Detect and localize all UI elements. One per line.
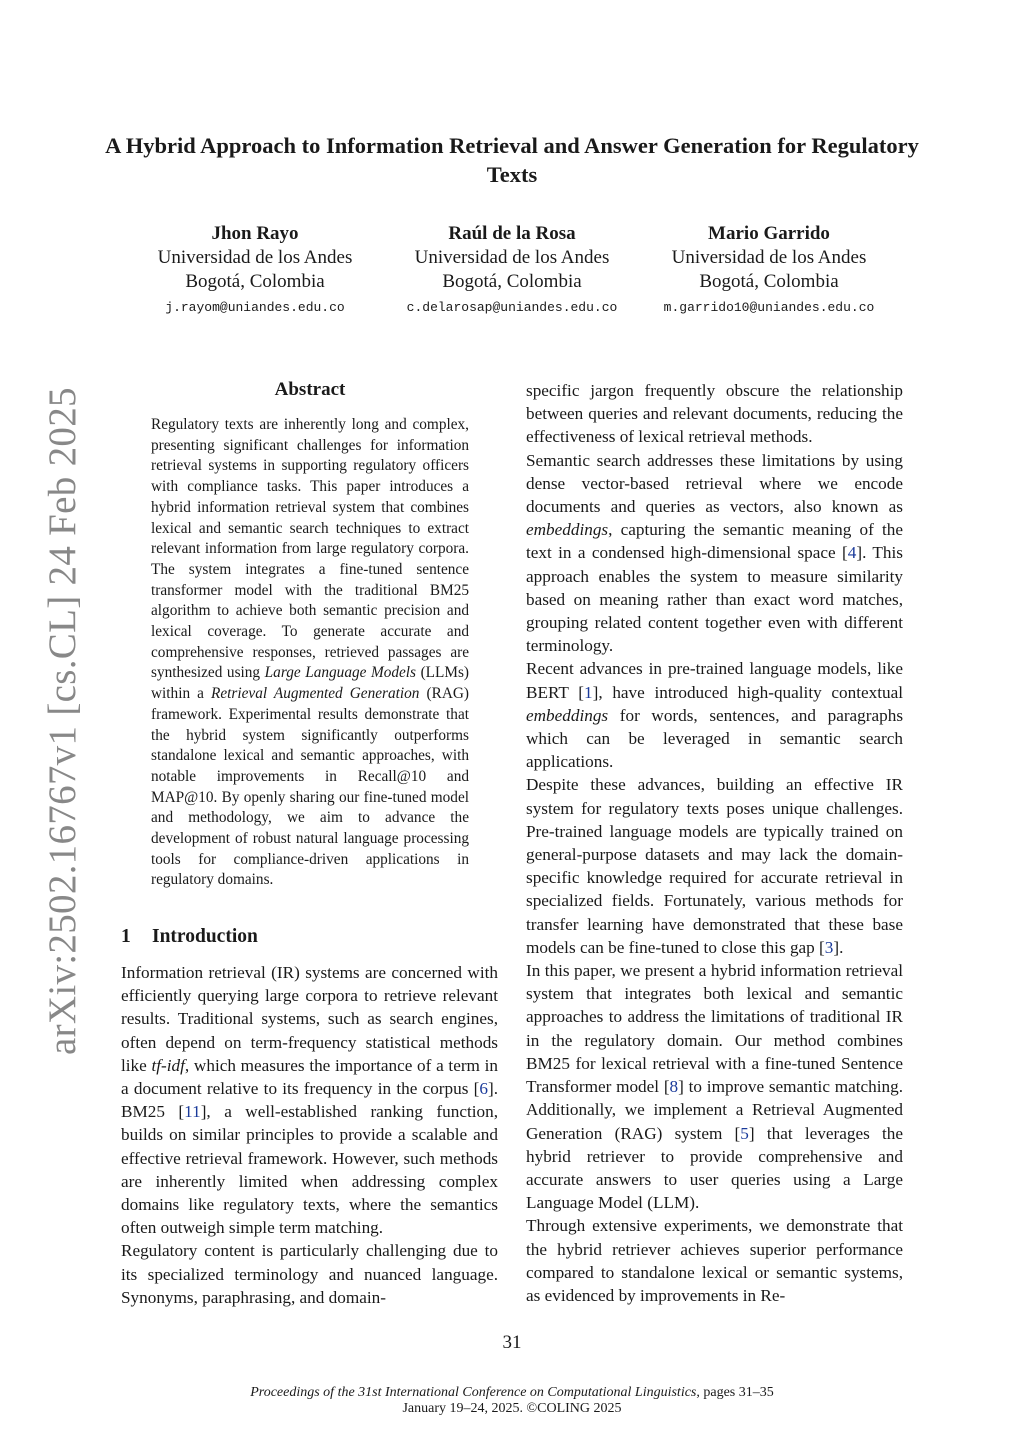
intro-paragraph-3 — [526, 449, 903, 658]
author-affiliation: Universidad de los Andes — [414, 247, 610, 268]
author-name: Raúl de la Rosa — [448, 223, 576, 244]
text-run: ], have introduced high-quality contextual — [592, 682, 903, 702]
footer-proceedings-title: Proceedings of the 31st International Conference on Computational Linguistics — [250, 1385, 697, 1400]
text-run: ] that leverages the hybrid retriever to provide comprehensive and accurate answers to user queries using a Large Language Model (LLM). — [526, 1123, 904, 1213]
term-tfidf: tf-idf — [151, 1055, 185, 1075]
text-run: , which measures the importance of a term in a document relative to its frequency in the corpus [ — [121, 1055, 498, 1099]
citation-link[interactable]: 4 — [847, 543, 857, 563]
footer-dates: January 19–24, 2025. ©COLING 2025 — [402, 1401, 622, 1416]
citation-link[interactable]: 8 — [669, 1077, 679, 1097]
abstract-text — [151, 415, 469, 891]
text-run: ]. BM25 [ — [121, 1079, 498, 1122]
author-email[interactable]: m.garrido10@uniandes.edu.co — [663, 300, 875, 315]
abstract-sentence: (RAG) framework. Experimental results demonstrate that the hybrid system significantly outperforms standalone lexical and semantic approaches, with notable improvements in Recall@10 and MAP@10. By openly sharing our fine-tuned model and methodology, we aim to advance the development of robust natural language processing tools for compliance-driven applications in regulatory domains. — [151, 685, 470, 889]
abstract-term-rag: Retrieval Augmented Generation — [211, 685, 420, 703]
author-affiliation: Universidad de los Andes — [671, 247, 867, 268]
text-run: ], a well-established ranking function, builds on similar principles to provide a scalable and effective retrieval framework. However, such methods are inherently limited when addressing complex domains like regulatory texts, where the semantics often outweigh simple term matching. — [121, 1102, 498, 1238]
term-embeddings: embeddings — [526, 520, 609, 540]
author-affiliation: Universidad de los Andes — [157, 247, 353, 268]
section-title: Introduction — [152, 926, 258, 947]
citation-link[interactable]: 5 — [740, 1123, 749, 1143]
right-column-body — [526, 379, 903, 1307]
author-location: Bogotá, Colombia — [699, 271, 839, 292]
term-embeddings: embeddings — [526, 705, 609, 725]
author-block — [125, 222, 385, 316]
section-heading-introduction — [121, 925, 501, 949]
author-location: Bogotá, Colombia — [185, 271, 325, 292]
citation-link[interactable]: 1 — [584, 682, 593, 702]
text-run: In this paper, we present a hybrid information retrieval system that integrates both lexical and semantic approaches to address the limitations of traditional IR in the regulatory domain. Our method combines BM25 for lexical retrieval with a fine-tuned Sentence Transformer model [ — [526, 961, 903, 1097]
page-number: 31 — [502, 1332, 522, 1353]
text-run: , capturing the semantic meaning of the text in a condensed high-dimensional space [ — [526, 520, 903, 563]
intro-paragraph-2: Regulatory content is particularly challenging due to its specialized terminology and nuanced language. Synonyms, paraphrasing, and domain- — [121, 1241, 498, 1307]
author-email[interactable]: c.delarosap@uniandes.edu.co — [406, 300, 618, 315]
author-block — [382, 222, 642, 316]
text-run: ] to improve semantic matching. Additionally, we implement a Retrieval Augmented Generation (RAG) system [ — [526, 1077, 903, 1143]
text-run: Recent advances in pre-trained language models, like BERT [ — [526, 659, 903, 702]
intro-paragraph-1 — [121, 961, 498, 1239]
text-run: ]. — [833, 937, 844, 957]
abstract-heading: Abstract — [274, 379, 346, 400]
author-name: Mario Garrido — [708, 223, 830, 244]
text-run: for words, sentences, and paragraphs which can be leveraged in semantic search applications. — [526, 705, 904, 772]
citation-link[interactable]: 11 — [184, 1102, 201, 1122]
text-run: Despite these advances, building an effective IR system for regulatory texts poses unique challenges. Pre-trained language models are typically trained on general-purpose datasets and may lack the domain-specific knowledge required for accurate retrieval in specialized fields. Fortunately, various methods for transfer learning have demonstrated that these base models can be fine-tuned to close this gap [ — [526, 775, 903, 957]
footer-proceedings-line — [150, 1385, 874, 1401]
citation-link[interactable]: 3 — [824, 937, 834, 957]
author-location: Bogotá, Colombia — [442, 271, 582, 292]
text-run: Semantic search addresses these limitations by using dense vector-based retrieval where we encode documents and queries as vectors, also known as — [526, 450, 903, 517]
author-block — [639, 222, 899, 316]
section-number: 1 — [121, 926, 131, 947]
arxiv-identifier-stamp: arXiv:2502.16767v1 [cs.CL] 24 Feb 2025 — [41, 387, 84, 1055]
left-column-body — [121, 961, 498, 1309]
citation-link[interactable]: 6 — [479, 1079, 488, 1099]
intro-paragraph-6 — [526, 959, 903, 1214]
text-run: Information retrieval (IR) systems are concerned with efficiently querying large corpora to retrieve relevant results. Traditional systems, such as search engines, often depend on term-frequency statistical methods like — [121, 963, 498, 1075]
intro-paragraph-2-continued: specific jargon frequently obscure the relationship between queries and relevant documents, reducing the effectiveness of lexical retrieval methods. — [526, 381, 903, 447]
intro-paragraph-4 — [526, 657, 903, 773]
text-run: ]. This approach enables the system to measure similarity based on meaning rather than exact word matches, grouping related content together even with different terminology. — [526, 543, 903, 656]
paper-title: A Hybrid Approach to Information Retrieval and Answer Generation for Regulatory Texts — [105, 133, 919, 187]
author-name: Jhon Rayo — [211, 223, 299, 244]
author-email[interactable]: j.rayom@uniandes.edu.co — [165, 300, 345, 315]
intro-paragraph-7: Through extensive experiments, we demonstrate that the hybrid retriever achieves superior performance compared to standalone lexical or semantic systems, as evidenced by improvements in Re- — [526, 1216, 903, 1305]
abstract-sentence: (LLMs) within a — [151, 664, 470, 703]
footer-pages: , pages 31–35 — [696, 1385, 774, 1400]
intro-paragraph-5 — [526, 773, 903, 959]
proceedings-footer — [150, 1385, 874, 1417]
abstract-term-llm: Large Language Models — [264, 664, 416, 682]
abstract-sentence: Regulatory texts are inherently long and complex, presenting significant challenges for information retrieval systems in supporting regulatory officers with compliance tasks. This paper introduces a hybrid information retrieval system that combines lexical and semantic search techniques to extract relevant information from large regulatory corpora. The system integrates a fine-tuned sentence transformer model with the traditional BM25 algorithm to achieve both semantic precision and lexical coverage. To generate accurate and comprehensive responses, retrieved passages are synthesized using — [151, 416, 469, 682]
